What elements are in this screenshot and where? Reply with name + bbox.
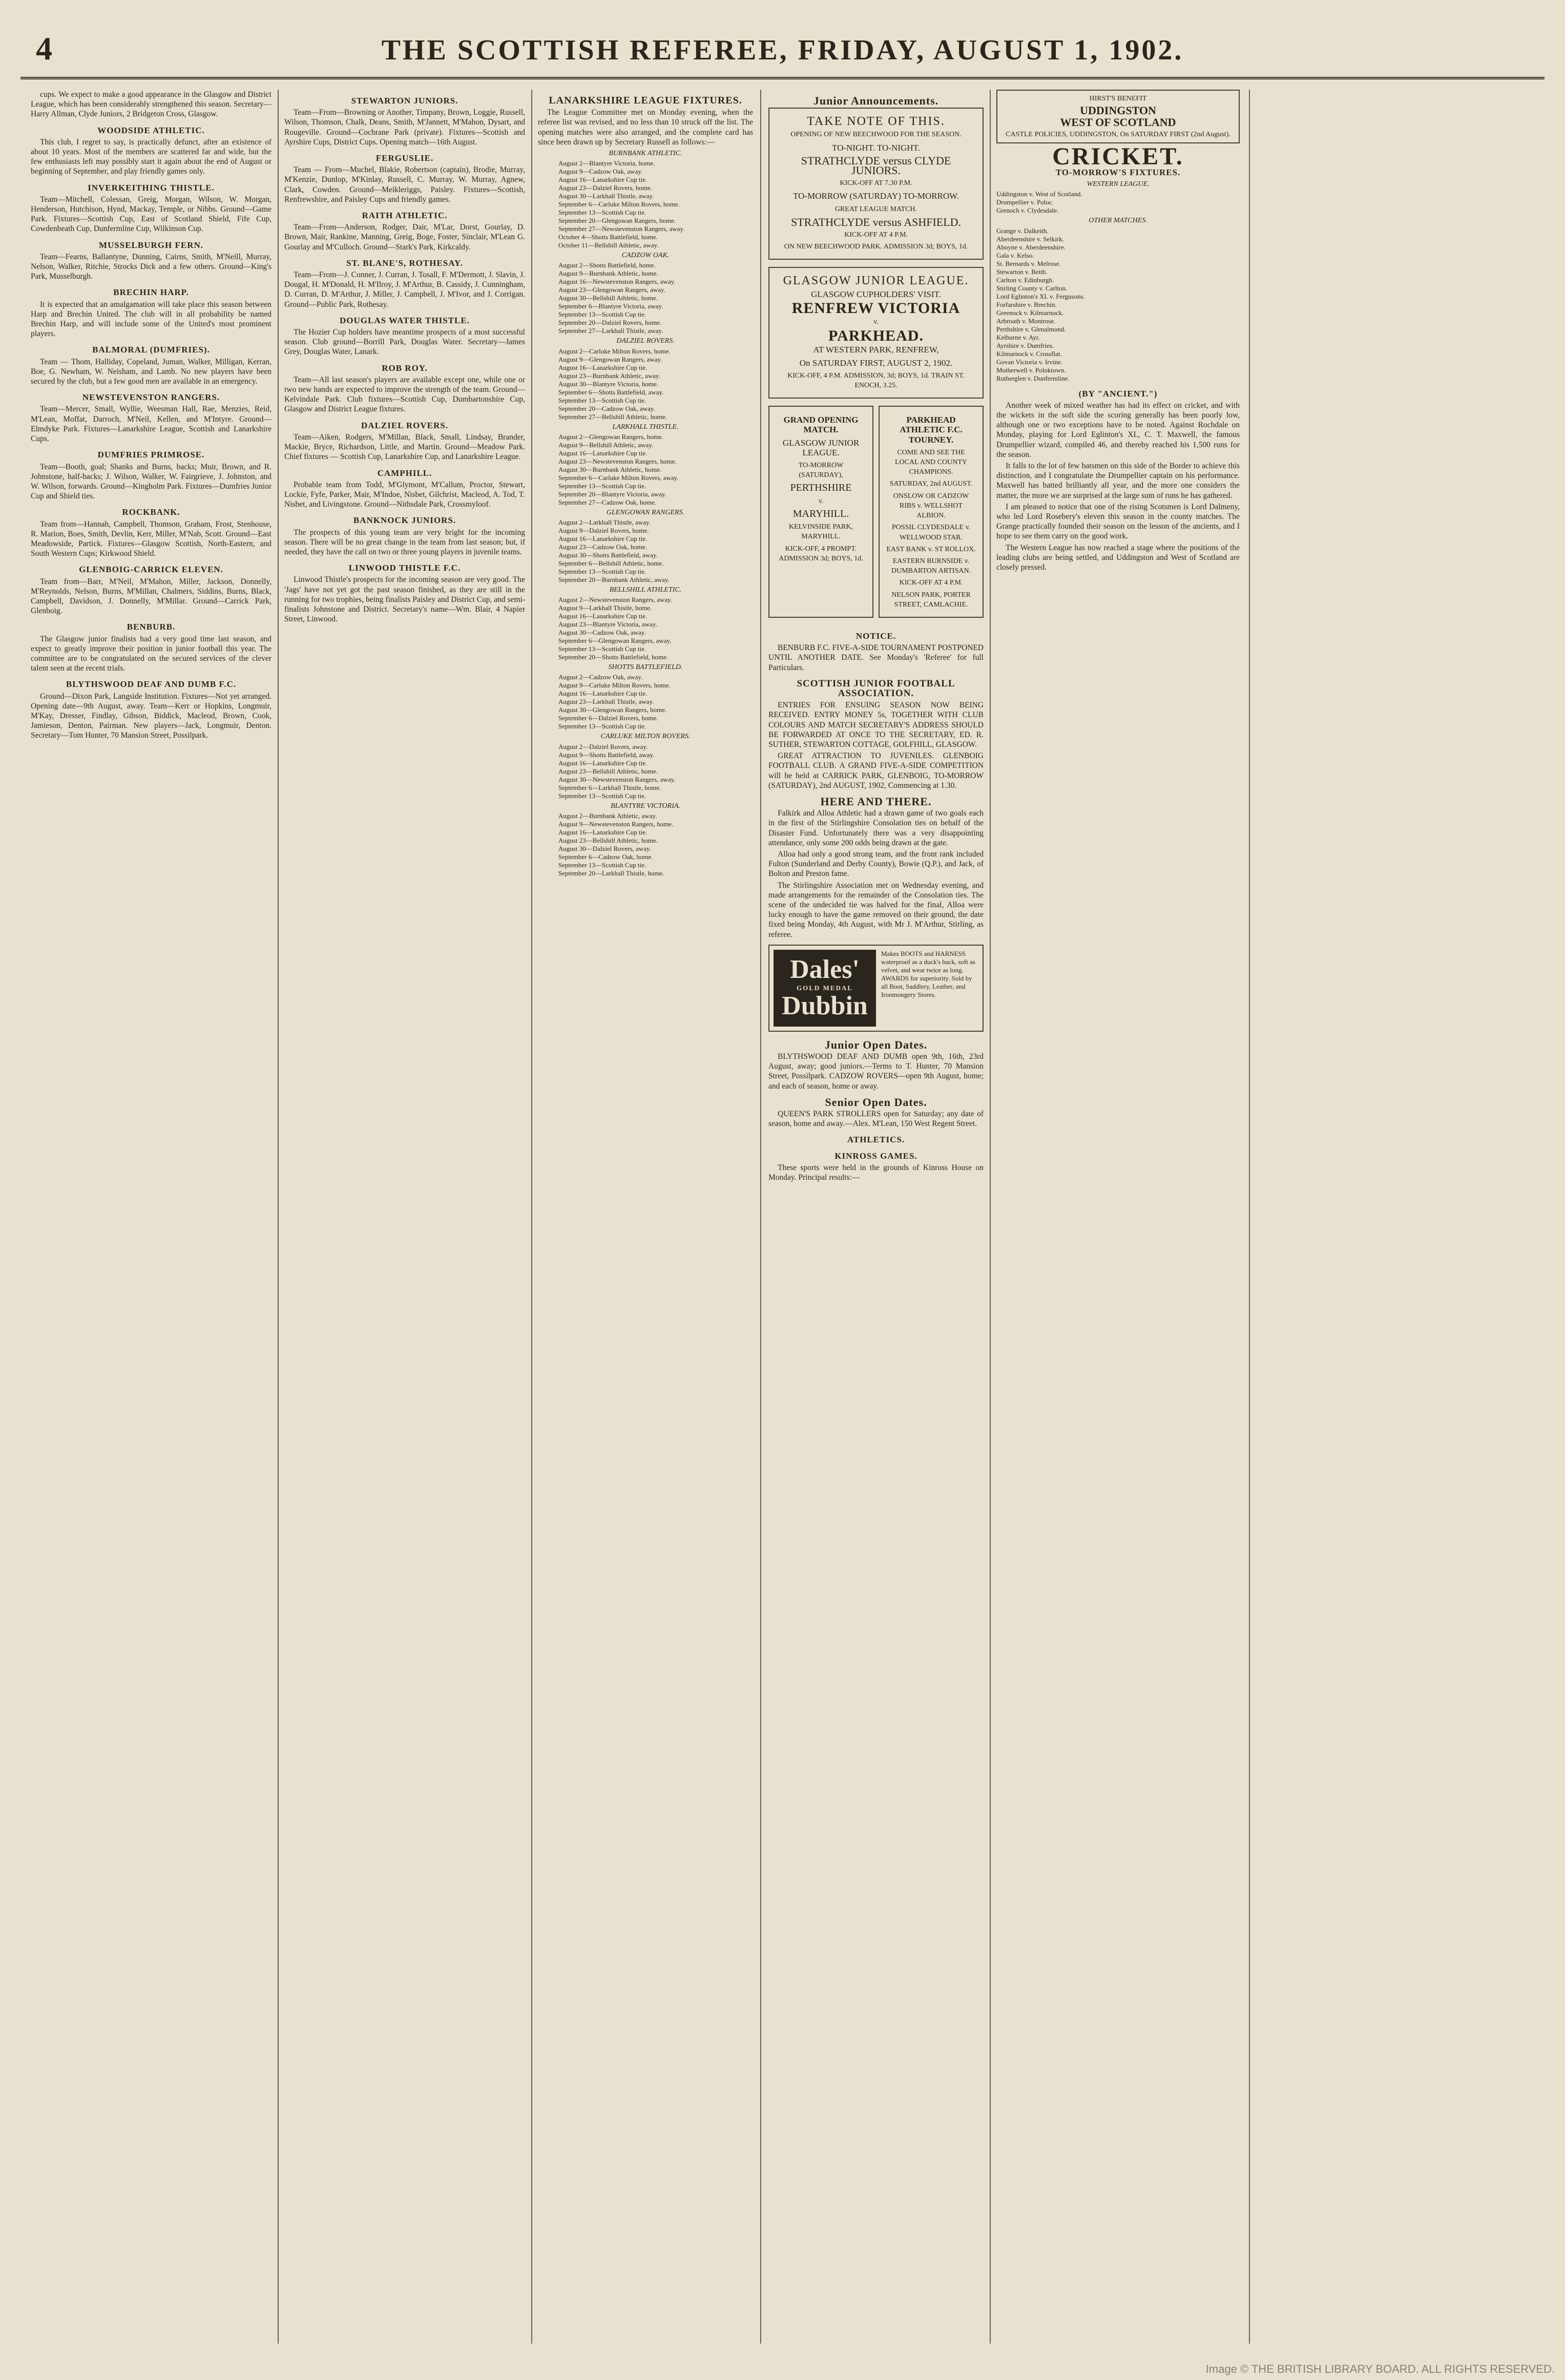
logo-text: Dales' <box>790 955 860 985</box>
fixture-line: Motherwell v. Poloktown. <box>996 366 1066 374</box>
section-heading: CRICKET. <box>1052 142 1184 170</box>
masthead <box>20 20 1545 79</box>
logo-text: Dubbin <box>782 991 868 1021</box>
fixture-line: August 30—Glengowan Rangers, home. <box>558 706 667 714</box>
paragraph: This club, I regret to say, is practically defunct, after an existence of about 10 years. Most of the members are scattered far and wide, but the few enthusiasts left may possibly start it again about the end of August or beginning of September, and play friendly games only. <box>31 137 272 176</box>
fixture-line: August 30—Shotts Battlefield, away. <box>558 551 658 559</box>
paragraph: I am pleased to notice that one of the rising Scotsmen is Lord Dalmeny, who led Lord Rosebery's eleven this season in the county matches. The Grange practically founded their season on the lesson of the ancients, and I hope to see them carry on the good work. <box>996 502 1240 541</box>
paragraph: Team—Fearns, Ballantyne, Dunning, Cairns, Smith, M'Neill, Murray, Nelson, Walker, Ritchie, Strocks Dick and a few others. Ground—King's Park, Musselburgh. <box>31 252 272 281</box>
section-heading: Senior Open Dates. <box>825 1095 927 1109</box>
fixture-line: August 9—Shotts Battlefield, away. <box>558 750 655 759</box>
fixture-line: August 2—Carluke Milton Rovers, home. <box>558 347 671 355</box>
ad-line: KELVINSIDE PARK, MARYHILL. <box>789 523 853 541</box>
section-heading: Junior Announcements. <box>813 94 939 107</box>
ad-box <box>768 406 873 618</box>
section-heading: NOTICE. <box>855 631 896 641</box>
fixture-line: August 23—Bellshill Athletic, home. <box>558 767 658 775</box>
paragraph: cups. We expect to make a good appearance in the Glasgow and District League, which has been considerably strengthened this season. Secretary—Harry Allman, Clyde Juniors, 2 Bridgeton Cross, Glasgow. <box>31 90 272 119</box>
fixture-line: August 2—Newstevenston Rangers, away. <box>558 596 672 604</box>
fixture-line: September 6—Carluke Milton Rovers, away. <box>558 473 679 482</box>
paragraph: Team—Mitchell, Colessan, Greig, Morgan, Wilson, W. Morgan, Henderson, Hutchison, Hynd, Mackay, Temple, or Nibbs. Ground—Game Park. Fixtures—Scottish Cup, East of Scotland Shield, Fife Cup, Cowdenbeath Cup, Dunfermline Cup, Wilkinson Cup. <box>31 195 272 234</box>
ad-line: RENFREW VICTORIA <box>791 299 961 317</box>
ad-line: STRATHCLYDE versus CLYDE JUNIORS. <box>801 154 951 177</box>
fixture-line: Drumpellier v. Poloc. <box>996 198 1054 206</box>
fixture-line: August 16—Lanarkshire Cup tie. <box>558 176 648 184</box>
paragraph: It is expected that an amalgamation will take place this season between Harp and Brechin United. The club will in all probability be named Brechin Harp, and will include some of the United's most prominent players. <box>31 300 272 339</box>
paragraph: The prospects of this young team are very bright for the incoming season. There will be no great change in the team from last season; but, if needed, they have the call on two or three young players in juvenile teams. <box>284 528 525 556</box>
column-3-fixtures <box>538 90 753 2344</box>
fixture-line: September 27—Newstevenston Rangers, away. <box>558 225 685 233</box>
fixture-line: September 6—Dalziel Rovers, home. <box>558 714 658 722</box>
club-fixtures <box>538 261 753 335</box>
section-heading: DUMFRIES PRIMROSE. <box>97 450 205 460</box>
fixture-line: August 16—Lanarkshire Cup tie. <box>558 612 648 620</box>
fixture-line: August 9—Bellshill Athletic, away. <box>558 441 654 449</box>
fixture-line: August 2—Glengowan Rangers, home. <box>558 432 663 441</box>
fixture-line: Grange v. Dalkeith. <box>996 226 1049 235</box>
ad-box <box>768 267 984 399</box>
paragraph: ENTRIES FOR ENSUING SEASON NOW BEING RECEIVED. ENTRY MONEY 5s, TOGETHER WITH CLUB COLOURS AND MATCH SECRETARY'S ADDRESS SHOULD BE FORWARDED AT ONCE TO THE SECRETARY, ED. R. SUTHER, STEWARTON COTTAGE, GOLFHILL, GLASGOW. <box>768 701 984 749</box>
paragraph: The Hozier Cup holders have meantime prospects of a most successful season. Club ground—Borrill Park, Douglas Water. Secretary—James Grey, Douglas Water, Lanark. <box>284 328 525 357</box>
section-heading: ROCKBANK. <box>122 507 180 517</box>
section-heading: GLENBOIG-CARRICK ELEVEN. <box>79 565 223 575</box>
fixture-line: September 20—Cadzow Oak, away. <box>558 404 655 412</box>
ad-line: NELSON PARK, PORTER STREET, CAMLACHIE. <box>891 591 971 609</box>
ad-line: GLASGOW JUNIOR LEAGUE. <box>783 274 969 288</box>
ad-line: EAST BANK v. ST ROLLOX. <box>886 545 976 553</box>
fixture-line: August 23—Newstevenston Rangers, home. <box>558 457 677 465</box>
fixture-line: August 16—Lanarkshire Cup tie. <box>558 363 648 371</box>
section-heading: Junior Open Dates. <box>824 1038 928 1051</box>
ad-line: KICK-OFF AT 4 P.M. <box>844 231 908 239</box>
ad-line: TO-NIGHT. TO-NIGHT. <box>832 142 920 153</box>
fixture-line: Lord Eglinton's XI. v. Fergusons. <box>996 292 1085 300</box>
paragraph: Probable team from Todd, M'Glymont, M'Callum, Proctor, Stewart, Lockie, Fyfe, Parker, Mair, M'Indoe, Nisbet, Gilchrist, Macleod, A. Tod, T. Nisbet, and Livingstone. Ground—Nithsdale Park, Crossmyloof. <box>284 480 525 509</box>
ad-line: OPENING OF NEW BEECHWOOD FOR THE SEASON. <box>790 131 962 139</box>
section-heading: STEWARTON JUNIORS. <box>351 96 458 106</box>
section-heading: INVERKEITHING THISTLE. <box>88 182 215 193</box>
paragraph: Team—Aiken, Rodgers, M'Millan, Black, Small, Lindsay, Brander, Mackie, Bryce, Richardson, Little, and Martin. Ground—Meadow Park. Chief fixtures — Scottish Cup, Lanarkshire Cup, and Lanarkshire League. <box>284 432 525 462</box>
club-heading: GLENGOWAN RANGERS. <box>606 508 685 516</box>
ad-line: SATURDAY, 2nd AUGUST. <box>889 480 973 488</box>
club-heading: BURNBANK ATHLETIC. <box>609 150 682 158</box>
ad-line: POSSIL CLYDESDALE v. WELLWOOD STAR. <box>891 524 971 541</box>
column-1 <box>31 90 272 2344</box>
fixture-line: August 9—Cadzow Oak, away. <box>558 168 643 176</box>
fixture-line: Ayrshire v. Dumfries. <box>996 341 1054 349</box>
paragraph: The Stirlingshire Association met on Wednesday evening, and made arrangements for the remainder of the Consolation ties. The scene of the undecided tie was halved for the final, Alloa were lucky enough to have the game removed on their ground, the date fixed being Monday, 4th August, with Mr J. M'Arthur, Stirling, as referee. <box>768 881 984 939</box>
section-heading: LANARKSHIRE LEAGUE FIXTURES. <box>549 95 742 106</box>
dubbin-advert <box>768 945 984 1032</box>
paragraph: Ground—Dixon Park, Langside Institution. Fixtures—Not yet arranged. Opening date—9th August, away. Team—Kerr or Hopkins, Longmuir, M'Kay, Dresser, Findlay, Gibson, Biddick, Macleod, Brown, Cook, Jamieson, Denton, Pairman. New players—Jack, Longmuir, Denton. Secretary—Tom Hunter, 70 Mansion Street, Possilpark. <box>31 692 272 740</box>
paragraph: BLYTHSWOOD DEAF AND DUMB open 9th, 16th, 23rd August, away; good juniors.—Terms to T. Hunter, 70 Mansion Street, Possilpark. CADZOW ROVERS—open 9th August, home; and each of season, home or away. <box>768 1052 984 1091</box>
fixture-line: Greenock v. Kilmarnock. <box>996 308 1064 317</box>
paragraph: Another week of mixed weather has had its effect on cricket, and with the wickets in the soft side the scoring generally has been poorly low, although one or two exceptions have to be noted. Against Rochdale on Monday, playing for Lord Eglinton's XI., C. T. Maxwell, the famous Drumpellier wizard, compiled 46, and thereby reached his 1,500 runs for the season. <box>996 401 1240 459</box>
ad-box <box>768 108 984 260</box>
fixture-line: September 27—Cadzow Oak, home. <box>558 498 656 506</box>
column-rule <box>990 90 991 2344</box>
fixture-line: August 23—Bellshill Athletic, home. <box>558 836 658 844</box>
fixture-line: September 27—Bellshill Athletic, home. <box>558 412 667 421</box>
paragraph: The League Committee met on Monday evening, when the referee list was revised, and no less than 10 struck off the list. The opening matches were also arranged, and the complete card has since been drawn up by Secretary Russell as follows:— <box>538 108 753 147</box>
paragraph: BENBURB F.C. FIVE-A-SIDE TOURNAMENT POSTPONED UNTIL ANOTHER DATE. See Monday's 'Referee' for full Particulars. <box>768 643 984 672</box>
fixture-line: September 20—Blantyre Victoria, away. <box>558 490 666 498</box>
ad-line: EASTERN BURNSIDE v. DUMBARTON ARTISAN. <box>891 557 971 575</box>
club-fixtures <box>538 673 753 730</box>
fixture-line: August 30—Blantyre Victoria, home. <box>558 380 659 388</box>
fixture-line: September 6—Bellshill Athletic, home. <box>558 559 664 568</box>
section-heading: BANKNOCK JUNIORS. <box>353 515 456 526</box>
fixture-line: September 13—Scottish Cup tie. <box>558 568 646 576</box>
fixture-list <box>996 190 1240 215</box>
section-heading: DALZIEL ROVERS. <box>361 420 448 430</box>
club-heading: BLANTYRE VICTORIA. <box>611 802 680 810</box>
column-5-cricket <box>996 90 1240 2344</box>
fixture-line: August 30—Burnbank Athletic, home. <box>558 465 662 473</box>
fixture-line: September 20—Shotts Battlefield, home. <box>558 653 669 661</box>
section-heading: TO-MORROW'S FIXTURES. <box>1055 168 1181 178</box>
fixture-line: September 13—Scottish Cup tie. <box>558 396 646 404</box>
fixture-line: September 13—Scottish Cup tie. <box>558 208 646 217</box>
club-heading: BELLSHILL ATHLETIC. <box>609 586 682 594</box>
ad-box <box>879 406 984 618</box>
section-heading: ATHLETICS. <box>847 1135 905 1145</box>
fixture-line: September 6—Blantyre Victoria, away. <box>558 302 663 310</box>
ad-line: STRATHCLYDE versus ASHFIELD. <box>790 215 962 228</box>
fixture-line: September 6—Shotts Battlefield, away. <box>558 388 664 396</box>
fixture-line: August 23—Burnbank Athletic, away. <box>558 371 660 380</box>
fixture-line: Govan Victoria v. Irvine. <box>996 358 1063 366</box>
fixture-line: August 23—Larkhall Thistle, away. <box>558 698 654 706</box>
column-rule <box>760 90 761 2344</box>
ad-line: GRAND OPENING MATCH. <box>783 415 859 435</box>
fixture-line: August 16—Lanarkshire Cup tie. <box>558 828 648 836</box>
fixture-line: August 9—Carluke Milton Rovers, home. <box>558 681 671 690</box>
fixture-line: August 2—Blantyre Victoria, home. <box>558 159 655 168</box>
logo-text: GOLD MEDAL <box>797 984 853 992</box>
dubbin-logo <box>774 950 876 1027</box>
section-heading: MUSSELBURGH FERN. <box>98 240 204 250</box>
fixture-list <box>538 149 753 878</box>
fixture-line: September 13—Scottish Cup tie. <box>558 861 646 869</box>
ad-line: ONSLOW OR CADZOW RIBS v. WELLSHOT ALBION. <box>893 492 969 520</box>
fixture-line: August 16—Lanarkshire Cup tie. <box>558 690 648 698</box>
section-heading: DOUGLAS WATER THISTLE. <box>340 315 470 325</box>
column-rule <box>1249 90 1250 2344</box>
fixture-line: August 2—Dalziel Rovers, away. <box>558 742 648 750</box>
ad-line: KICK-OFF, 4 P.M. ADMISSION, 3d; BOYS, 1d. TRAIN ST. ENOCH, 3.25. <box>787 371 965 390</box>
ad-line: TO-MORROW (SATURDAY), <box>798 462 844 479</box>
column-2 <box>284 90 525 2344</box>
fixture-line: September 13—Scottish Cup tie. <box>558 482 646 490</box>
fixture-line: August 23—Blantyre Victoria, away. <box>558 620 657 629</box>
fixture-line: September 6—Carluke Milton Rovers, home. <box>558 200 680 208</box>
column-rule <box>531 90 532 2344</box>
paragraph: Team—Mercer, Small, Wyllie, Weesman Hall, Rae, Menzies, Reid, M'Lean, Moffat, Darroch, M'Neil, Kellen, and M'Intyre. Ground—Elmdyke Park. Fixtures—Lanarkshire League, Scottish and Lanarkshire Cups. <box>31 405 272 444</box>
paragraph: Team—From—J. Conner, J. Curran, J. Tosall, F. M'Dermott, J. Slavin, J. Dougal, H. M'Donald, H. M'Ilroy, J. M'Arthur, B. Cassidy, J. Cunningham, D. Curran, D. M'Arthur, J. Miller, J. Campbell, J. M'Ivor, and J. Corrigan. Ground—Public Park, Rothesay. <box>284 270 525 309</box>
page-title: THE SCOTTISH REFEREE, FRIDAY, AUGUST 1, 1902. <box>381 34 1184 66</box>
section-heading: BALMORAL (DUMFRIES). <box>92 345 210 355</box>
fixture-line: St. Bernards v. Melrose. <box>996 259 1061 267</box>
fixture-line: August 30—Dalziel Rovers, away. <box>558 844 651 852</box>
fixture-line: September 20—Larkhall Thistle, home. <box>558 869 664 877</box>
fixture-line: August 30—Cadzow Oak, away. <box>558 629 646 637</box>
paragraph: Falkirk and Alloa Athletic had a drawn game of two goals each in the first of the Stirlingshire Consolation ties on behalf of the Disaster Fund. Unfortunately there was a very disappointing attendance, only some 200 odds being drawn at the gate. <box>768 809 984 847</box>
paragraph: Team from—Barr, M'Neil, M'Mahon, Miller, Jackson, Donnelly, M'Reynolds, Nelson, Burns, M'Millan, Chalmers, Siddins, Burns, Black, Campbell, Davidson, J. Donnelly, M'Millar. Ground—Carrick Park, Glenboig. <box>31 577 272 616</box>
ad-line: GLASGOW JUNIOR LEAGUE. <box>782 437 860 457</box>
club-heading: SHOTTS BATTLEFIELD. <box>608 663 683 672</box>
club-fixtures <box>538 518 753 584</box>
fixture-line: Uddingston v. West of Scotland. <box>996 190 1082 198</box>
fixture-line: August 16—Lanarkshire Cup tie. <box>558 449 648 457</box>
fixture-line: Gala v. Kelso. <box>996 251 1034 259</box>
ad-line: PARKHEAD. <box>828 327 924 345</box>
fixture-line: Kelburne v. Ayr. <box>996 333 1040 341</box>
fixture-line: September 20—Glengowan Rangers, home. <box>558 217 676 225</box>
ad-line: AT WESTERN PARK, RENFREW, <box>813 345 939 355</box>
paragraph: Team—From—Browning or Another, Timpany, Brown, Loggie, Russell, Wilson, Thomson, Chalk, Deans, Smith, M'Jannett, M'Mahon, Dysart, and Rougeville. Ground—Cochrane Park (private). Fixtures—Scottish and Ayrshire Cups, District Cups. Opening match—16th August. <box>284 108 525 147</box>
fixture-line: October 4—Shotts Battlefield, home. <box>558 233 658 241</box>
paragraph: Team—From—Anderson, Rodger, Dair, M'Lar, Dorst, Gourlay, D. Brown, Mair, Rankine, Manning, Greig, Boge, Foster, Sinclair, M'Lean G. Gourlay and M'Culloch. Ground—Stark's Park, Kirkcaldy. <box>284 223 525 252</box>
ad-line: GREAT LEAGUE MATCH. <box>834 205 917 213</box>
fixture-line: Carlton v. Edinburgh. <box>996 276 1054 284</box>
club-fixtures <box>538 743 753 800</box>
paragraph: GREAT ATTRACTION TO JUVENILES. GLENBOIG FOOTBALL CLUB. A GRAND FIVE-A-SIDE COMPETITION will be held at CARRICK PARK, GLENBOIG, TO-MORROW (SATURDAY), 2nd AUGUST, 1902, Commencing at 1.30. <box>768 751 984 790</box>
section-heading: CAMPHILL. <box>377 468 432 478</box>
fixture-line: September 13—Scottish Cup tie. <box>558 310 646 319</box>
fixture-line: Grenoch v. Clydesdale. <box>996 206 1059 215</box>
fixture-line: Arbroath v. Montrose. <box>996 317 1056 325</box>
section-heading: BENBURB. <box>127 622 176 632</box>
fixture-line: Aboyne v. Aberdeenshire. <box>996 243 1066 251</box>
paragraph: Team from—Hannah, Campbell, Thomson, Graham, Frost, Stenhouse, R. Marion, Boes, Smith, Devlin, Kerr, Miller, M'Nab, Scott. Ground—East Meadowside, Partick. Fixtures—Glasgow Scottish, North-Eastern, and South Western Cups; Kirkwood Shield. <box>31 519 272 558</box>
club-fixtures <box>538 596 753 661</box>
club-heading: LARKHALL THISTLE. <box>612 423 679 431</box>
fixture-line: Forfarshire v. Brechin. <box>996 300 1057 308</box>
fixture-line: September 20—Burnbank Athletic, away. <box>558 576 670 584</box>
ad-line: TO-MORROW (SATURDAY) TO-MORROW. <box>793 191 959 201</box>
ad-line: PERTHSHIRE <box>790 482 852 494</box>
ad-line: KICK-OFF AT 7.30 P.M. <box>840 179 912 187</box>
column-rule <box>278 90 279 2344</box>
fixture-line: Kilmarnock v. Crossflat. <box>996 349 1062 358</box>
fixture-line: September 6—Larkhall Thistle, home. <box>558 783 661 791</box>
fixture-line: October 11—Bellshill Athletic, away. <box>558 241 659 249</box>
ad-line: COME AND SEE THE LOCAL AND COUNTY CHAMPIONS. <box>894 448 968 476</box>
fixture-line: August 9—Burnbank Athletic, home. <box>558 269 658 278</box>
fixture-line: Stirling County v. Carlton. <box>996 284 1068 292</box>
section-heading: (BY "ANCIENT.") <box>1078 388 1158 399</box>
ad-line: On SATURDAY FIRST, AUGUST 2, 1902. <box>799 358 953 368</box>
fixture-line: August 16—Newstevenston Rangers, away. <box>558 278 676 286</box>
ad-line: WEST OF SCOTLAND <box>1060 116 1176 129</box>
ad-line: HIRST'S BENEFIT <box>1089 95 1147 102</box>
fixture-line: August 30—Larkhall Thistle, away. <box>558 192 654 200</box>
fixture-line: Aberdeenshire v. Selkirk. <box>996 235 1065 243</box>
paragraph: Linwood Thistle's prospects for the incoming season are very good. The 'Jags' have not yet got the past season finished, as they are still in the running for two trophies, being finalists Paisley and District Cup, and semi-finalists Johnstone and District. Secretary's name—Wm. Blair, 4 Napier Street, Linwood. <box>284 575 525 624</box>
section-heading: BRECHIN HARP. <box>113 287 189 298</box>
fixture-line: September 6—Cadzow Oak, home. <box>558 852 653 861</box>
club-fixtures <box>538 812 753 878</box>
fixture-line: September 6—Glengowan Rangers, away. <box>558 637 672 645</box>
section-heading: HERE AND THERE. <box>820 795 932 808</box>
fixture-line: August 2—Larkhall Thistle, away. <box>558 518 651 527</box>
sub-heading: WESTERN LEAGUE. <box>1087 180 1150 189</box>
fixture-line: August 30—Newstevenston Rangers, away. <box>558 775 676 783</box>
ad-line: CASTLE POLICIES, UDDINGSTON, On SATURDAY FIRST (2nd August). <box>1006 130 1230 138</box>
image-credit: Image © THE BRITISH LIBRARY BOARD. ALL RIGHTS RESERVED. <box>1205 2363 1555 2375</box>
club-fixtures <box>538 159 753 249</box>
paragraph: Team — From—Muchel, Blakie, Robertson (captain), Brodie, Murray, M'Kenzie, Dunlop, M'Kinlay, Russell, C. Murray, W. Murray, Agnew, Clark, Cowden. Ground—Meikleriggs, Paisley. Fixtures—Scottish, Renfrewshire, and Paisley Cups and friendly games. <box>284 165 525 204</box>
paragraph: Team—Booth, goal; Shanks and Burns, backs; Muir, Brown, and R. Johnstone, half-backs; J. Wilson, Walker, W. Fairgrieve, J. Johnston, and W. Wilson, forwards. Ground—Kingholm Park. Fixtures—Dumfries Junior Cup and Shield ties. <box>31 462 272 501</box>
section-heading: KINROSS GAMES. <box>834 1151 917 1161</box>
ad-line: TAKE NOTE OF THIS. <box>807 115 945 129</box>
club-heading: DALZIEL ROVERS. <box>616 337 675 345</box>
fixture-line: August 23—Dalziel Rovers, home. <box>558 184 653 192</box>
fixture-line: August 2—Burnbank Athletic, away. <box>558 811 657 820</box>
paragraph: The Glasgow junior finalists had a very good time last season, and expect to greatly improve their position in junior football this year. The committee are to be congratulated on the secured services of the clever talent seen at the recent trials. <box>31 634 272 673</box>
ad-line: GLASGOW CUPHOLDERS' VISIT. <box>811 289 941 299</box>
fixture-line: August 9—Larkhall Thistle, home. <box>558 604 652 612</box>
fixture-line: Stewarton v. Beith. <box>996 267 1048 276</box>
section-heading: ROB ROY. <box>382 363 428 373</box>
club-heading: CARLUKE MILTON ROVERS. <box>600 733 691 741</box>
fixture-line: September 13—Scottish Cup tie. <box>558 722 646 730</box>
section-heading: LINWOOD THISTLE F.C. <box>348 563 461 573</box>
ad-line: PARKHEAD ATHLETIC F.C. TOURNEY. <box>900 415 963 445</box>
sub-heading: OTHER MATCHES. <box>1089 217 1147 225</box>
section-heading: WOODSIDE ATHLETIC. <box>97 125 205 135</box>
fixture-line: August 30—Bellshill Athletic, home. <box>558 294 658 302</box>
club-fixtures <box>538 347 753 421</box>
paragraph: Team — Thom, Halliday, Copeland, Juman, Walker, Milligan, Kerran, Boe, G. Newham, W. Neisham, and Lamb. No new players have been secured by the club, but a few good men are available in an emergency. <box>31 357 272 386</box>
ad-line: MARYHILL. <box>792 508 849 519</box>
ad-line: KICK-OFF AT 4 P.M. <box>899 579 963 587</box>
fixture-line: August 16—Lanarkshire Cup tie. <box>558 759 648 767</box>
section-heading: NEWSTEVENSTON RANGERS. <box>82 392 220 403</box>
club-heading: CADZOW OAK. <box>621 252 670 260</box>
twin-ads <box>768 406 984 625</box>
section-heading: FERGUSLIE. <box>375 153 434 163</box>
section-heading: ST. BLANE'S, ROTHESAY. <box>346 258 463 268</box>
fixture-line: August 9—Dalziel Rovers, home. <box>558 527 649 535</box>
fixture-line: August 2—Shotts Battlefield, home. <box>558 261 656 269</box>
fixture-line: September 13—Scottish Cup tie. <box>558 645 646 653</box>
fixture-line: September 27—Larkhall Thistle, away. <box>558 327 663 335</box>
fixture-line: Perthshire v. Glenalmond. <box>996 325 1066 333</box>
club-fixtures <box>538 433 753 507</box>
paragraph: It falls to the lot of few batsmen on this side of the Border to achieve this distinction, and I congratulate the Drumpellier captain on his performance. Maxwell has batted brilliantly all year, and the more one considers the matter, the more we are surprised at the large sum of runs he has gathered. <box>996 462 1240 500</box>
fixture-line: August 16—Lanarkshire Cup tie. <box>558 535 648 543</box>
ad-line: v. <box>873 318 879 326</box>
paragraph: QUEEN'S PARK STROLLERS open for Saturday; any date of season, home and away.—Alex. M'Lean, 150 West Regent Street. <box>768 1110 984 1129</box>
fixture-line: August 23—Cadzow Oak, home. <box>558 543 647 551</box>
ad-line: v. <box>818 497 824 505</box>
paragraph: These sports were held in the grounds of Kinross House on Monday. Principal results:— <box>768 1163 984 1182</box>
fixture-line: August 2—Cadzow Oak, away. <box>558 673 643 681</box>
dubbin-text: Makes BOOTS and HARNESS waterproof as a duck's back, soft as velvet, and wear twice as long. AWARDS for superiority. Sold by all Boot, Saddlery, Leather, and Ironmongery Stores. <box>881 949 975 998</box>
section-heading: BLYTHSWOOD DEAF AND DUMB F.C. <box>66 679 237 690</box>
fixture-line: August 9—Glengowan Rangers, away. <box>558 355 662 363</box>
ad-line: KICK-OFF, 4 PROMPT. ADMISSION 3d; BOYS, 1d. <box>779 545 863 562</box>
paragraph: Team—All last season's players are available except one, while one or two new hands are expected to improve the strength of the team. Ground—Kelvindale Park. Club fixtures—Scottish Cup, Dumbartonshire Cup, Glasgow and District League fixtures. <box>284 375 525 414</box>
paragraph: The Western League has now reached a stage where the positions of the leading clubs are being settled, and Uddingston and West of Scotland are closely pressed. <box>996 543 1240 572</box>
page-number: 4 <box>36 30 52 67</box>
section-heading: SCOTTISH JUNIOR FOOTBALL ASSOCIATION. <box>797 678 955 699</box>
benefit-advert <box>996 90 1240 143</box>
section-heading: RAITH ATHLETIC. <box>362 211 448 221</box>
ad-line: UDDINGSTON <box>1080 104 1156 117</box>
fixture-line: September 20—Dalziel Rovers, home. <box>558 319 662 327</box>
column-4-announcements <box>768 90 984 2344</box>
fixture-line: Rutherglen v. Dunfermline. <box>996 374 1070 382</box>
fixture-list <box>996 227 1240 383</box>
fixture-line: August 9—Newstevenston Rangers, home. <box>558 820 674 828</box>
paragraph: Alloa had only a good strong team, and the front rank included Fulton (Sunderland and Derby County), Bowie (Q.P.), and Jack, of Bolton and Preston fame. <box>768 849 984 879</box>
fixture-line: August 23—Glengowan Rangers, away. <box>558 286 665 294</box>
fixture-line: September 13—Scottish Cup tie. <box>558 791 646 800</box>
ad-line: ON NEW BEECHWOOD PARK. ADMISSION 3d; BOYS, 1d. <box>784 243 968 251</box>
